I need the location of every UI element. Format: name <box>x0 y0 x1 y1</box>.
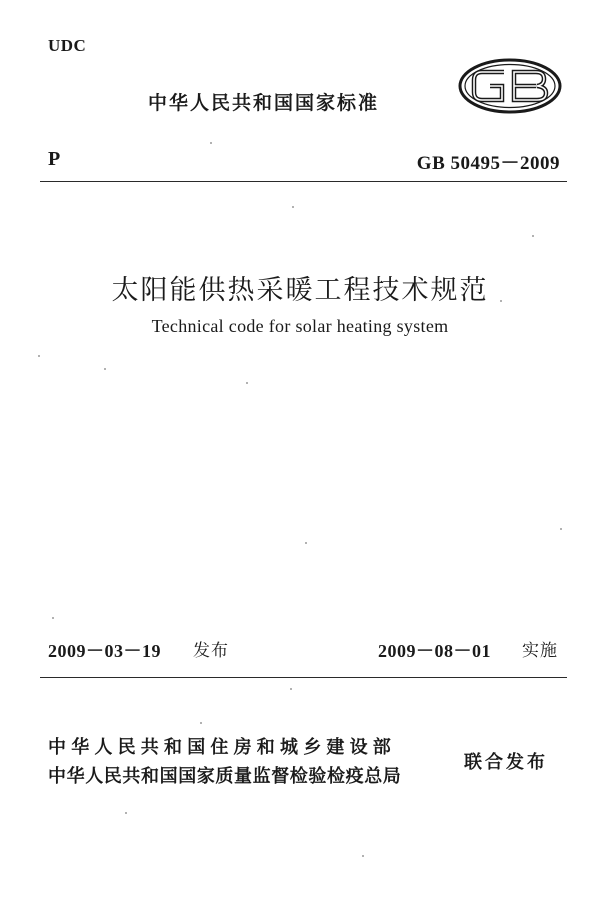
category-code: P <box>48 148 61 170</box>
udc-label: UDC <box>48 36 87 55</box>
bottom-divider <box>40 677 567 678</box>
scan-speck <box>292 206 294 208</box>
scan-speck <box>532 235 534 237</box>
scan-speck <box>560 528 562 530</box>
scan-speck <box>500 300 502 302</box>
scan-speck <box>210 142 212 144</box>
title-chinese: 太阳能供热采暖工程技术规范 <box>111 275 489 306</box>
implementation-label: 实施 <box>522 641 558 661</box>
title-english: Technical code for solar heating system <box>151 316 449 336</box>
implementation-date: 2009－08－01 <box>378 641 491 661</box>
joint-issue-label: 联合发布 <box>464 752 548 773</box>
scan-speck <box>362 855 364 857</box>
scan-speck <box>246 382 248 384</box>
issuer-aqsiq: 中华人民共和国国家质量监督检验检疫总局 <box>48 766 402 787</box>
issuer-ministry-housing: 中华人民共和国住房和城乡建设部 <box>48 737 396 758</box>
scan-speck <box>104 368 106 370</box>
national-standard-title: 中华人民共和国国家标准 <box>148 92 380 114</box>
scan-speck <box>52 617 54 619</box>
standard-number: GB 50495－2009 <box>416 153 560 174</box>
scan-speck <box>290 688 292 690</box>
issue-label: 发布 <box>193 641 229 661</box>
scan-speck <box>38 355 40 357</box>
top-divider <box>40 181 567 182</box>
scan-speck <box>200 722 202 724</box>
gb-logo-icon <box>458 58 562 114</box>
issue-date: 2009－03－19 <box>48 641 161 661</box>
scan-speck <box>125 812 127 814</box>
scan-speck <box>305 542 307 544</box>
